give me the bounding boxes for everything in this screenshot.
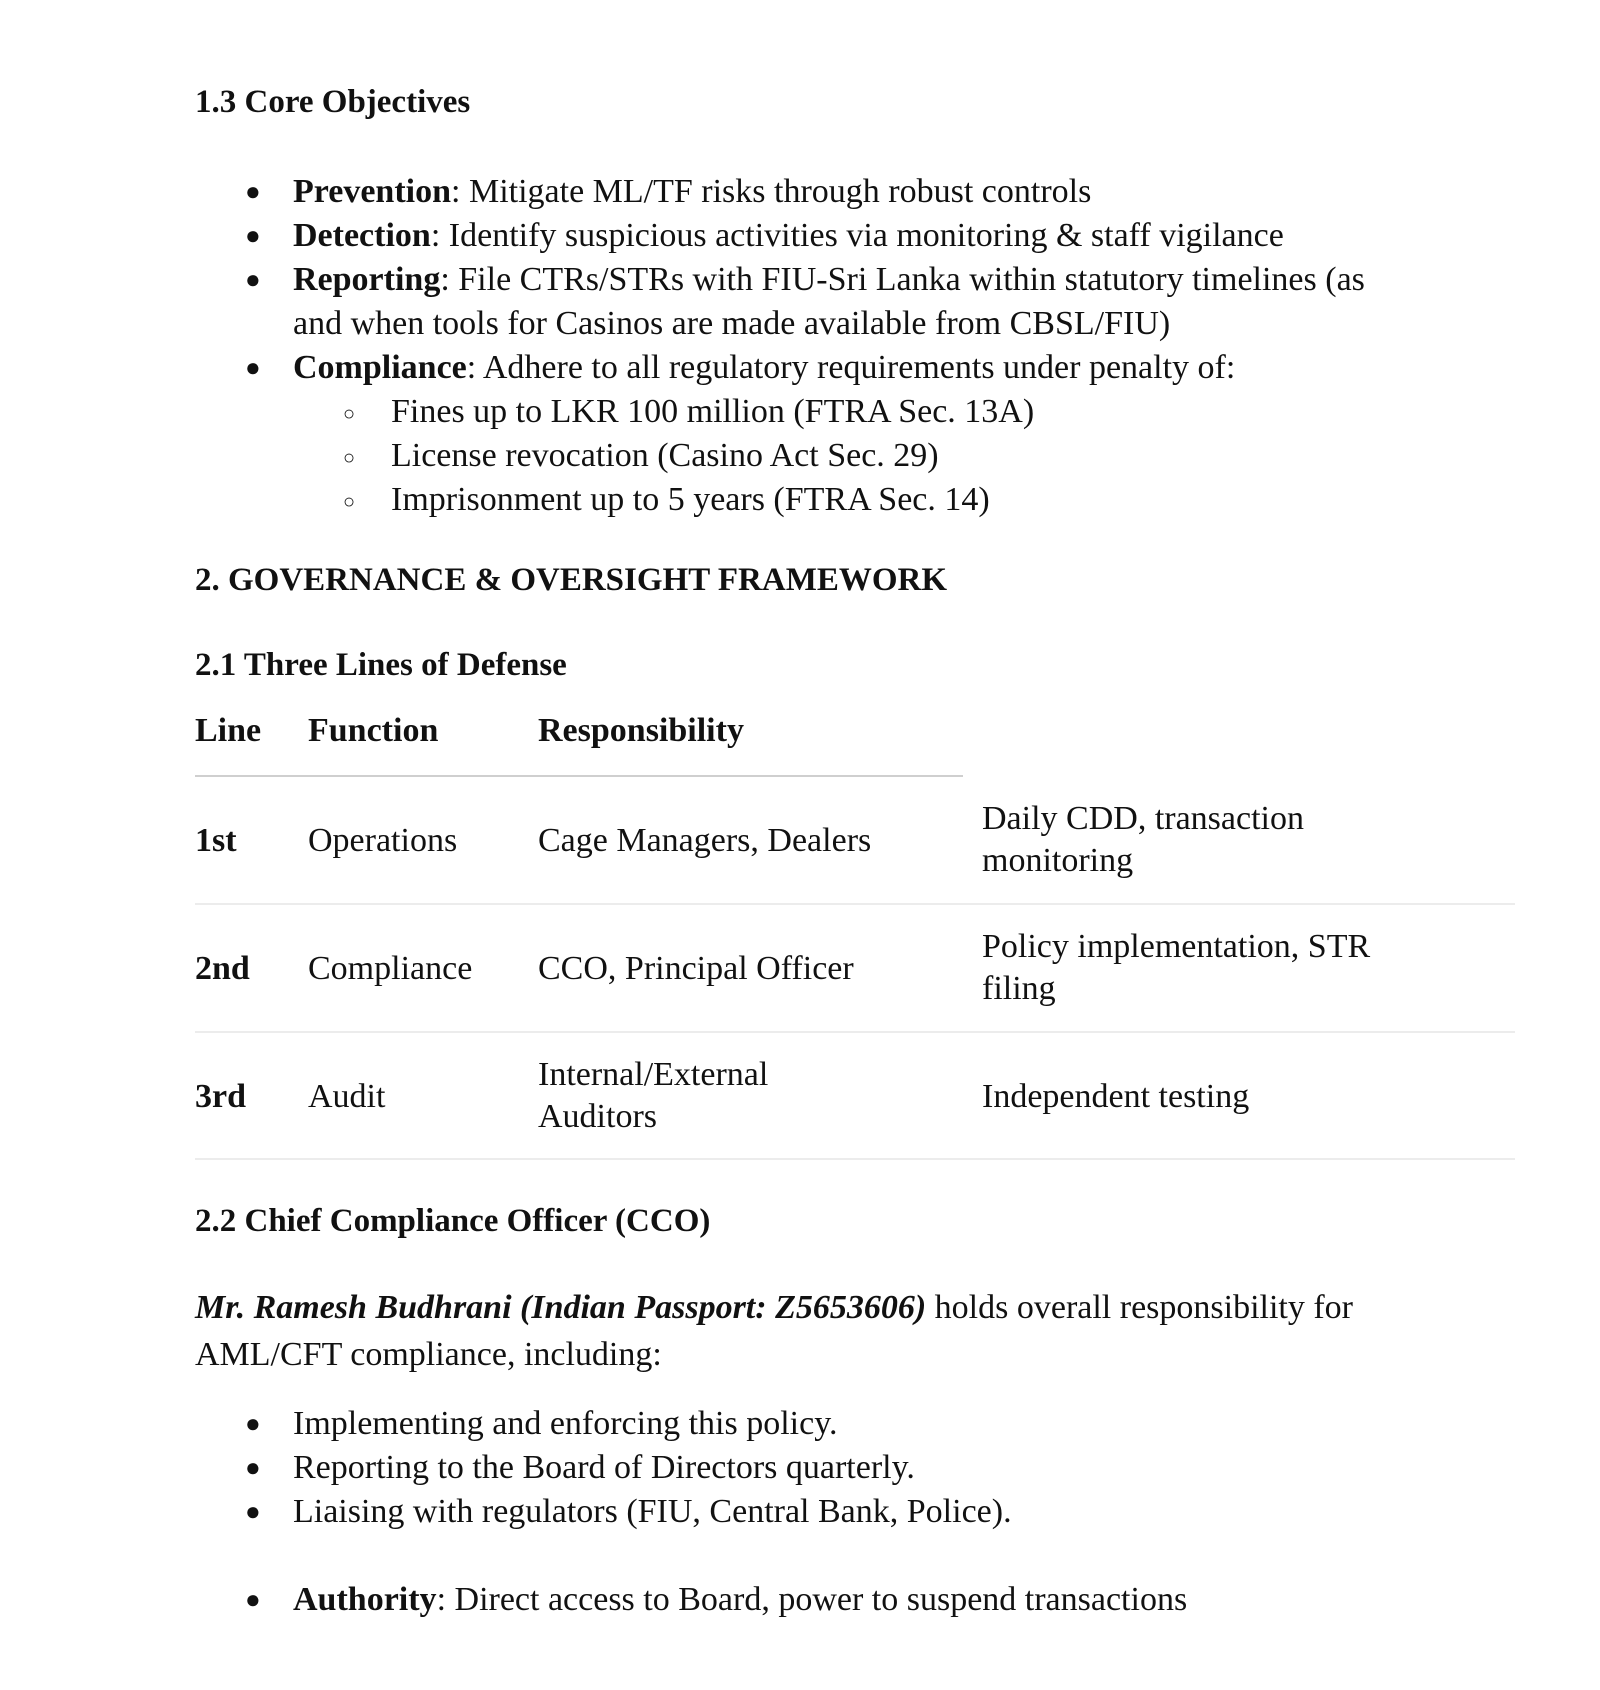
item-text-continued: and when tools for Casinos are made available from CBSL/FIU) [293,305,1171,342]
sub-list-item [195,390,1515,434]
resp-line-2: monitoring [982,842,1134,879]
row-divider [195,1158,1515,1160]
term-reporting: Reporting [293,261,441,298]
list-item [195,1578,1515,1622]
term-compliance: Compliance [293,349,467,386]
resp-line-1: Policy implementation, STR [982,928,1371,965]
intro-text-continued: AML/CFT compliance, including: [195,1336,662,1373]
sub-list-item [195,434,1515,478]
list-item [195,214,1515,258]
bullet-icon: ● [245,1453,261,1482]
bullet-icon: ● [245,221,261,250]
cell-responsibility: Independent testing [982,1078,1250,1115]
resp-line-2: filing [982,970,1056,1007]
table-header-line: Line [195,712,262,749]
hollow-bullet-icon: ○ [343,403,356,425]
item-text: License revocation (Casino Act Sec. 29) [391,437,939,474]
cell-function: Operations [308,822,458,859]
cco-intro-paragraph [195,1284,1515,1378]
bullet-icon: ● [245,1585,261,1614]
list-item [195,346,1515,390]
item-text: : File CTRs/STRs with FIU-Sri Lanka within statutory timelines (as [440,261,1365,298]
term-prevention: Prevention [293,173,452,210]
cell-who: CCO, Principal Officer [538,950,854,987]
cco-duties-list [195,1402,1515,1534]
item-text: Fines up to LKR 100 million (FTRA Sec. 13A) [391,393,1035,430]
bullet-icon: ● [245,265,261,294]
bullet-icon: ● [245,1409,261,1438]
list-item [195,1402,1515,1446]
row-divider [195,903,1515,905]
cell-line: 3rd [195,1078,246,1115]
table-header-divider [195,775,963,777]
item-text: : Adhere to all regulatory requirements under penalty of: [466,349,1236,386]
item-text: : Direct access to Board, power to suspend transactions [436,1581,1188,1618]
item-text: : Identify suspicious activities via monitoring & staff vigilance [430,217,1284,254]
term-authority: Authority [293,1581,437,1618]
hollow-bullet-icon: ○ [343,491,356,513]
cell-responsibility [982,798,1304,882]
authority-list [195,1578,1515,1622]
who-line-2: Auditors [538,1098,657,1135]
sub-list-item [195,478,1515,522]
heading-core-objectives: 1.3 Core Objectives [195,84,471,120]
who-line-1: Internal/External [538,1056,769,1093]
cell-who: Cage Managers, Dealers [538,822,872,859]
cell-function: Audit [308,1078,386,1115]
bullet-icon: ● [245,353,261,382]
cco-name: Mr. Ramesh Budhrani (Indian Passport: Z5653606) [195,1289,927,1326]
item-text: : Mitigate ML/TF risks through robust controls [451,173,1092,210]
list-item [195,170,1515,214]
list-item [195,1446,1515,1490]
intro-text: holds overall responsibility for [926,1289,1353,1326]
cell-function: Compliance [308,950,473,987]
table-header-function: Function [308,712,439,749]
item-text: Imprisonment up to 5 years (FTRA Sec. 14) [391,481,990,518]
item-text: Reporting to the Board of Directors quarterly. [293,1449,915,1486]
bullet-icon: ● [245,1497,261,1526]
cell-responsibility [982,926,1370,1010]
term-detection: Detection [293,217,431,254]
item-text: Liaising with regulators (FIU, Central Bank, Police). [293,1493,1012,1530]
heading-cco: 2.2 Chief Compliance Officer (CCO) [195,1203,711,1239]
hollow-bullet-icon: ○ [343,447,356,469]
cell-line: 2nd [195,950,250,987]
core-objectives-list [195,170,1515,522]
heading-governance: 2. GOVERNANCE & OVERSIGHT FRAMEWORK [195,562,948,598]
table-header-responsibility: Responsibility [538,712,744,749]
item-text: Implementing and enforcing this policy. [293,1405,838,1442]
cell-line: 1st [195,822,237,859]
row-divider [195,1031,1515,1033]
list-item [195,258,1515,346]
bullet-icon: ● [245,177,261,206]
cell-who [538,1054,768,1138]
heading-three-lines: 2.1 Three Lines of Defense [195,647,567,683]
list-item [195,1490,1515,1534]
resp-line-1: Daily CDD, transaction [982,800,1304,837]
